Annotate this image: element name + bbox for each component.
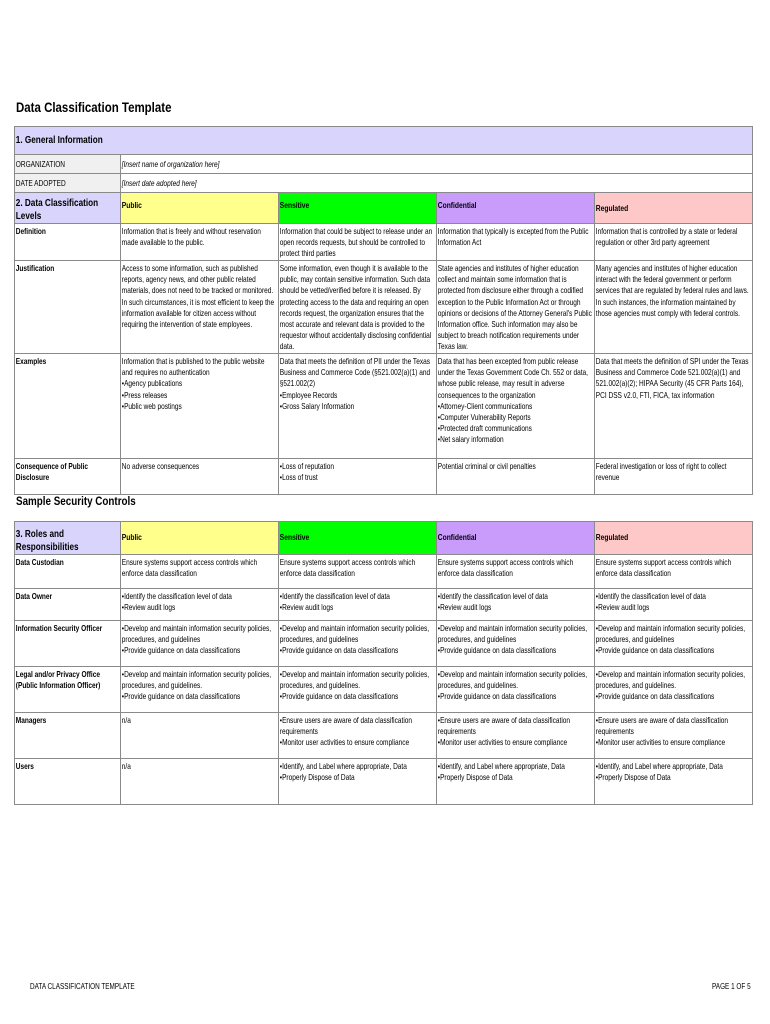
col-confidential: Confidential: [437, 200, 477, 210]
list-item: • Monitor user activities to ensure compliance: [438, 737, 593, 748]
list-item: • Identify, and Label where appropriate, Data: [596, 761, 751, 772]
consequence-regulated: Federal investigation or loss of right to collect revenue: [595, 461, 727, 483]
list-item: • Gross Salary Information: [280, 401, 435, 412]
list-item: • Properly Dispose of Data: [438, 772, 593, 783]
managers-public: n/a: [121, 715, 131, 725]
iso-label: Information Security Officer: [15, 623, 103, 633]
list-item: • Provide guidance on data classifications: [122, 645, 277, 656]
list-item: • Identify the classification level of data: [438, 591, 593, 602]
iso-sensitive: [279, 621, 436, 657]
owner-regulated: [595, 589, 752, 613]
users-confidential: [437, 759, 594, 783]
roles-table: [14, 521, 753, 805]
list-item: • Provide guidance on data classifications: [438, 645, 593, 656]
users-public: n/a: [121, 761, 131, 771]
list-item: • Develop and maintain information security policies, procedures, and guidelines.: [596, 669, 751, 691]
list-item: • Ensure users are aware of data classification requirements: [438, 715, 593, 737]
iso-regulated: [595, 621, 752, 657]
org-row: [15, 155, 753, 174]
iso-confidential: [437, 621, 594, 657]
owner-sensitive: [279, 589, 436, 613]
legal-regulated: [595, 667, 752, 703]
list-item: • Develop and maintain information security policies, procedures, and guidelines: [438, 623, 593, 645]
consequence-confidential: Potential criminal or civil penalties: [437, 461, 536, 471]
examples-public: [121, 354, 278, 412]
list-item: • Provide guidance on data classifications: [122, 691, 277, 702]
justification-row: [15, 261, 753, 354]
justification-label: Justification: [15, 263, 55, 273]
examples-confidential-list: [438, 401, 593, 446]
list-item: • Public web postings: [122, 401, 277, 412]
users-sensitive: [279, 759, 436, 783]
list-item: • Ensure users are aware of data classification requirements: [280, 715, 435, 737]
owner-label: Data Owner: [15, 591, 53, 601]
col-regulated: Regulated: [595, 203, 629, 213]
section1-heading-row: [15, 127, 753, 155]
roles-col-sensitive: Sensitive: [279, 532, 310, 542]
examples-public-text: Information that is published to the public website and requires no authentication: [121, 356, 265, 378]
custodian-sensitive: Ensure systems support access controls which enforce data classification: [279, 557, 416, 579]
custodian-regulated: Ensure systems support access controls which enforce data classification: [595, 557, 732, 579]
section1-heading: 1. General Information: [15, 134, 103, 146]
examples-sensitive-list: [280, 390, 435, 412]
list-item: • Provide guidance on data classifications: [280, 645, 435, 656]
definition-row: [15, 224, 753, 261]
section2-header-row: [15, 193, 753, 224]
date-value[interactable]: [Insert date adopted here]: [121, 178, 197, 188]
justification-confidential: State agencies and institutes of higher education collect and maintain some information that is protected from disclosure either through a codified exception to the Public Information Act or through opinions or decisions of the Attorney General's Public Information office. Such information may also be subject to breach notification requirements under Texas law.: [437, 263, 592, 352]
list-item: • Develop and maintain information security policies, procedures, and guidelines.: [122, 669, 277, 691]
definition-regulated: Information that is controlled by a state or federal regulation or other 3rd party agreement: [595, 226, 738, 248]
page-title: Data Classification Template: [16, 99, 172, 115]
legal-row: [15, 667, 753, 713]
list-item: • Protected draft communications: [438, 423, 593, 434]
examples-row: [15, 354, 753, 459]
custodian-public: Ensure systems support access controls which enforce data classification: [121, 557, 258, 579]
legal-label-line2: (Public Information Officer): [15, 680, 101, 691]
examples-confidential-text: Data that has been excepted from public release under the Texas Government Code Ch. 552 or data, whose public release, may result in adverse consequences to the organization: [437, 356, 589, 400]
date-label: DATE ADOPTED: [15, 178, 66, 188]
list-item: • Monitor user activities to ensure compliance: [596, 737, 751, 748]
col-public: Public: [121, 200, 142, 210]
custodian-label: Data Custodian: [15, 557, 64, 567]
roles-col-confidential: Confidential: [437, 532, 477, 542]
owner-confidential: [437, 589, 594, 613]
legal-confidential: [437, 667, 594, 703]
custodian-row: [15, 555, 753, 589]
list-item: • Properly Dispose of Data: [596, 772, 751, 783]
justification-regulated: Many agencies and institutes of higher education interact with the federal government or perform services that are regulated by federal rules and laws. In such instances, the information maintained by those agencies must comply with federal controls.: [595, 263, 749, 318]
list-item: • Monitor user activities to ensure compliance: [280, 737, 435, 748]
col-sensitive: Sensitive: [279, 200, 310, 210]
list-item: • Review audit logs: [438, 602, 593, 613]
examples-sensitive: [279, 354, 436, 412]
list-item: • Review audit logs: [596, 602, 751, 613]
examples-regulated: Data that meets the definition of SPI under the Texas Business and Commerce Code 521.002(a)(1) and 521.002(a)(2); HIPAA Security (45 CFR Parts 164), PCI DSS v2.0, FTI, FICA, tax information: [595, 356, 749, 400]
iso-public: [121, 621, 278, 657]
list-item: • Develop and maintain information security policies, procedures, and guidelines.: [280, 669, 435, 691]
list-item: • Identify the classification level of data: [596, 591, 751, 602]
list-item: • Identify the classification level of data: [280, 591, 435, 602]
list-item: • Develop and maintain information security policies, procedures, and guidelines: [280, 623, 435, 645]
list-item: • Provide guidance on data classifications: [438, 691, 593, 702]
list-item: • Properly Dispose of Data: [280, 772, 435, 783]
legal-public: [121, 667, 278, 703]
list-item: • Review audit logs: [122, 602, 277, 613]
definition-confidential: Information that typically is excepted from the Public Information Act: [437, 226, 589, 248]
list-item: • Identify, and Label where appropriate, Data: [280, 761, 435, 772]
definition-sensitive: Information that could be subject to release under an open records requests, but should be controlled to protect third parties: [279, 226, 433, 259]
list-item: • Provide guidance on data classifications: [596, 645, 751, 656]
users-row: [15, 759, 753, 805]
justification-public: Access to some information, such as published reports, agency news, and other public related materials, does not need to be tracked or monitored. In such circumstances, it is most efficient to keep the information available for citizen access without requiring the intervention of state employees.: [121, 263, 275, 330]
org-value[interactable]: [Insert name of organization here]: [121, 159, 220, 169]
custodian-confidential: Ensure systems support access controls which enforce data classification: [437, 557, 574, 579]
owner-row: [15, 589, 753, 621]
org-label: ORGANIZATION: [15, 159, 66, 169]
managers-regulated: [595, 713, 752, 749]
roles-col-regulated: Regulated: [595, 532, 629, 542]
list-item: • Computer Vulnerability Reports: [438, 412, 593, 423]
examples-label: Examples: [15, 356, 47, 366]
date-row: [15, 174, 753, 193]
managers-label: Managers: [15, 715, 47, 725]
managers-sensitive: [279, 713, 436, 749]
iso-row: [15, 621, 753, 667]
consequence-label: Consequence of Public Disclosure: [15, 461, 89, 483]
list-item: • Loss of reputation: [280, 461, 435, 472]
managers-row: [15, 713, 753, 759]
footer-page-number: PAGE 1 OF 5: [712, 982, 751, 991]
list-item: • Identify the classification level of data: [122, 591, 277, 602]
consequence-row: [15, 459, 753, 495]
roles-col-public: Public: [121, 532, 142, 542]
list-item: • Provide guidance on data classifications: [596, 691, 751, 702]
list-item: • Develop and maintain information security policies, procedures, and guidelines.: [438, 669, 593, 691]
list-item: • Ensure users are aware of data classification requirements: [596, 715, 751, 737]
list-item: • Develop and maintain information security policies, procedures, and guidelines: [596, 623, 751, 645]
legal-sensitive: [279, 667, 436, 703]
section2-heading: 2. Data Classification Levels: [15, 197, 99, 222]
consequence-sensitive: [279, 459, 436, 483]
list-item: • Net salary information: [438, 434, 593, 445]
justification-sensitive: Some information, even though it is available to the public, may contain sensitive information. Such data should be vetted/verified before it is released. By protecting access to the data and requiring an open records request, the organization ensures that the most accurate and relevant data is provided to the requestor without accidentally disclosing confidential data.: [279, 263, 432, 352]
section3-heading: 3. Roles and Responsibilities: [15, 528, 79, 553]
users-regulated: [595, 759, 752, 783]
consequence-public: No adverse consequences: [121, 461, 200, 471]
legal-label-line1: Legal and/or Privacy Office: [15, 669, 101, 679]
definition-label: Definition: [15, 226, 46, 236]
list-item: • Provide guidance on data classifications: [280, 691, 435, 702]
list-item: • Employee Records: [280, 390, 435, 401]
legal-label: [15, 667, 120, 691]
examples-sensitive-text: Data that meets the definition of PII under the Texas Business and Commerce Code (§521.002(a)(1) and §521.002(2): [279, 356, 431, 389]
list-item: • Loss of trust: [280, 472, 435, 483]
examples-public-list: [122, 378, 277, 412]
sample-controls-title: Sample Security Controls: [16, 494, 136, 508]
footer-document-title: DATA CLASSIFICATION TEMPLATE: [30, 982, 135, 991]
managers-confidential: [437, 713, 594, 749]
examples-confidential: [437, 354, 594, 446]
owner-public: [121, 589, 278, 613]
list-item: • Press releases: [122, 390, 277, 401]
classification-table: [14, 126, 753, 495]
list-item: • Identify, and Label where appropriate, Data: [438, 761, 593, 772]
list-item: • Agency publications: [122, 378, 277, 389]
list-item: • Attorney-Client communications: [438, 401, 593, 412]
list-item: • Develop and maintain information security policies, procedures, and guidelines: [122, 623, 277, 645]
definition-public: Information that is freely and without reservation made available to the public.: [121, 226, 261, 248]
section3-header-row: [15, 522, 753, 555]
list-item: • Review audit logs: [280, 602, 435, 613]
users-label: Users: [15, 761, 34, 771]
